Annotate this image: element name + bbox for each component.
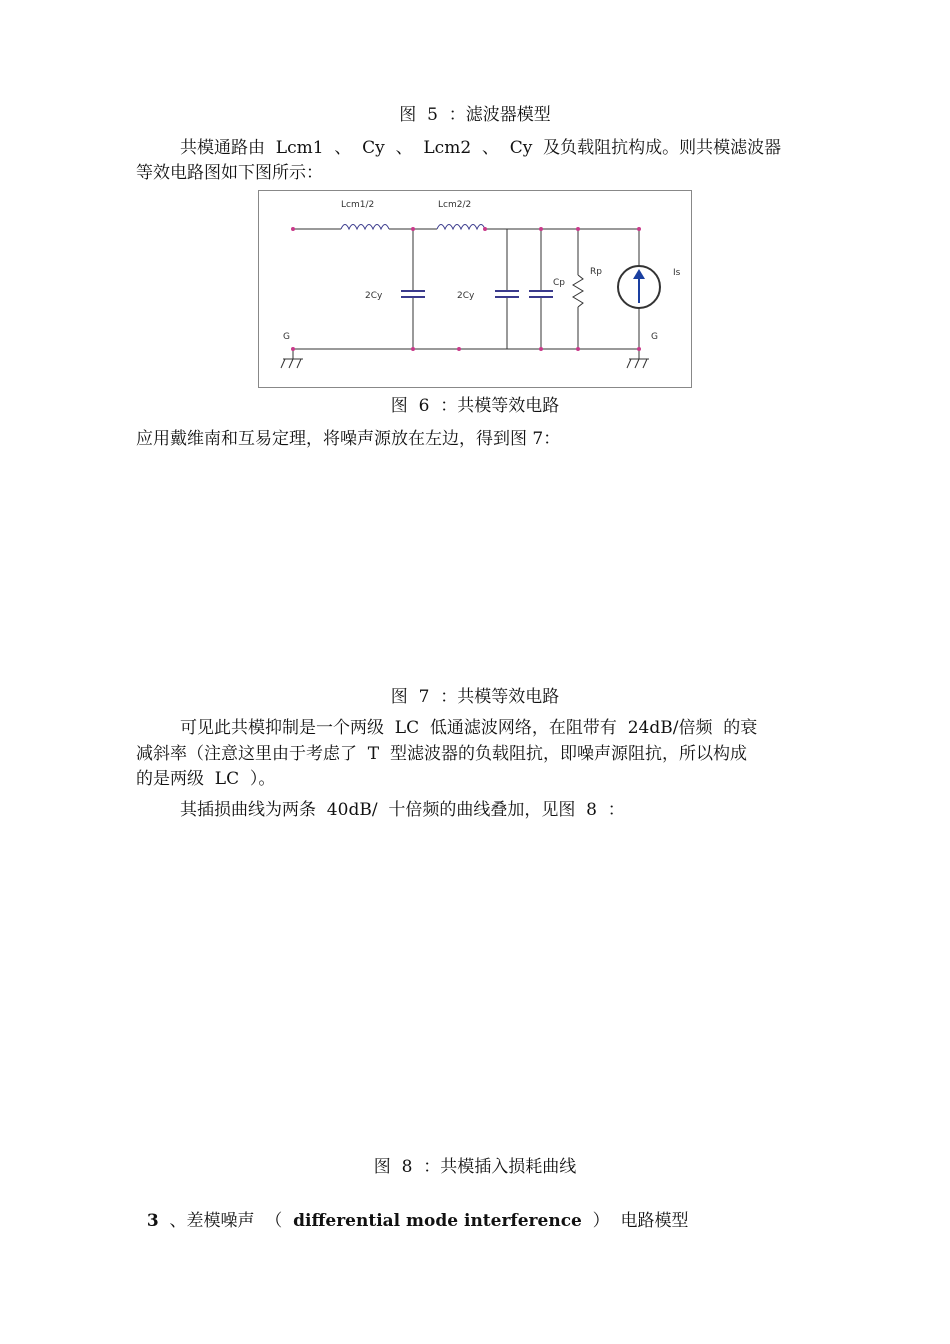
section-3-title-suffix: ） 电路模型 [581, 1211, 689, 1231]
circuit-svg [259, 191, 693, 389]
label-2cy-second: 2Cy [457, 291, 475, 301]
figure-7-caption: 图 7 ：共模等效电路 [390, 687, 560, 707]
common-mode-circuit-diagram [258, 190, 692, 388]
paragraph-1-line-2: 等效电路图如下图所示： [136, 163, 323, 183]
label-ground-right: G [651, 332, 658, 342]
label-lcm2: Lcm2/2 [438, 200, 472, 210]
label-rp: Rp [590, 267, 602, 277]
section-3-number: 3 [146, 1211, 159, 1231]
figure-8-caption: 图 8 ：共模插入损耗曲线 [373, 1157, 577, 1177]
paragraph-1-line-1: 共模通路由 Lcm1 、 Cy 、 Lcm2 、 Cy 及负载阻抗构成。则共模滤波器 [180, 138, 782, 158]
label-lcm1: Lcm1/2 [341, 200, 375, 210]
label-is: Is [673, 268, 681, 278]
section-3-title-english: differential mode interference [293, 1211, 582, 1231]
paragraph-2: 应用戴维南和互易定理，将噪声源放在左边，得到图 7： [136, 429, 561, 449]
paragraph-3-line-1: 可见此共模抑制是一个两级 LC 低通滤波网络，在阻带有 24dB/倍频 的衰 [180, 718, 758, 738]
label-2cy-first: 2Cy [365, 291, 383, 301]
section-3-heading [136, 1188, 689, 1232]
section-3-title-prefix: 、差模噪声 （ [158, 1211, 294, 1231]
paragraph-3-line-2: 减斜率（注意这里由于考虑了 T 型滤波器的负载阻抗，即噪声源阻抗，所以构成 [136, 744, 747, 764]
figure-6-caption: 图 6 ：共模等效电路 [390, 396, 560, 416]
paragraph-4: 其插损曲线为两条 40dB/ 十倍频的曲线叠加，见图 8 ： [180, 800, 625, 820]
label-ground-left: G [283, 332, 290, 342]
figure-5-caption: 图 5 ：滤波器模型 [399, 105, 551, 125]
label-cp: Cp [553, 278, 565, 288]
paragraph-3-line-3: 的是两级 LC ）。 [136, 769, 276, 789]
